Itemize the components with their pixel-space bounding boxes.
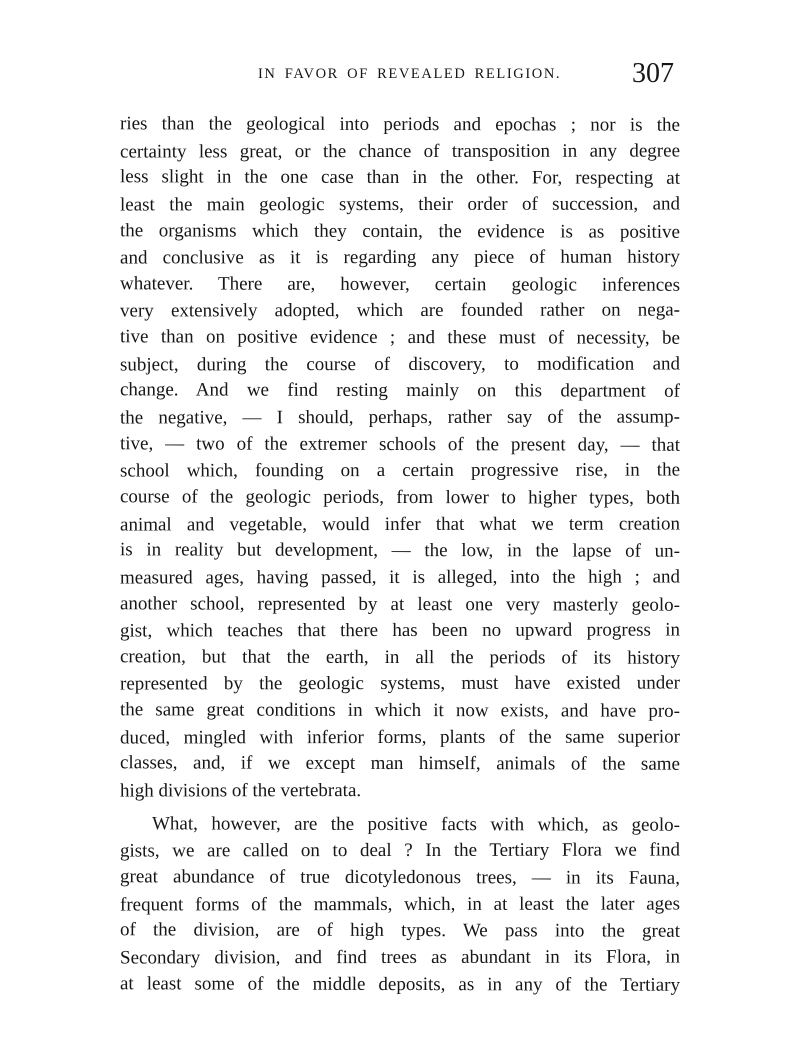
text-line: very extensively adopted, which are founded rather on nega- [119, 299, 681, 322]
text-line: great abundance of true dicotyledonous trees, — in its Fauna, [119, 866, 681, 889]
text-line: animal and vegetable, would infer that what we term creation [119, 513, 681, 536]
text-line: What, however, are the positive facts with which, as geolo- [151, 813, 681, 836]
text-line: tive than on positive evidence ; and these must of necessity, be [119, 326, 681, 349]
text-line: creation, but that the earth, in all the periods of its history [119, 646, 681, 669]
text-line: school which, founding on a certain progressive rise, in the [119, 459, 681, 482]
text-line: gist, which teaches that there has been no upward progress in [119, 619, 681, 642]
text-line: of the division, are of high types. We pass into the great [119, 919, 681, 942]
text-line: change. And we find resting mainly on this department of [119, 379, 681, 403]
running-title: IN FAVOR OF REVEALED RELIGION. [258, 66, 562, 82]
paragraph-2 [120, 812, 680, 998]
paragraph-1 [120, 112, 680, 805]
text-line: less slight in the one case than in the other. For, respecting at [119, 166, 681, 190]
text-line: course of the geologic periods, from lower to higher types, both [119, 486, 681, 509]
text-line: the organisms which they contain, the evidence is as positive [119, 219, 681, 243]
text-line: classes, and, if we except man himself, animals of the same [119, 752, 681, 776]
running-header [258, 58, 678, 92]
text-line: certainty less great, or the chance of transposition in any degree [119, 140, 681, 163]
body-text [120, 112, 680, 998]
text-line: and conclusive as it is regarding any piece of human history [119, 246, 681, 269]
text-line: frequent forms of the mammals, which, in at least the later ages [119, 893, 681, 916]
text-line: whatever. There are, however, certain geologic inferences [119, 273, 681, 296]
text-line: gists, we are called on to deal ? In the Tertiary Flora we find [119, 839, 681, 862]
text-line: the same great conditions in which it now exists, and have pro- [119, 699, 681, 722]
text-line: duced, mingled with inferior forms, plants of the same superior [119, 726, 681, 749]
text-line: represented by the geologic systems, must have existed under [119, 672, 681, 695]
text-line: high divisions of the vertebrata. [119, 780, 362, 802]
text-line: is in reality but development, — the low, in the lapse of un- [119, 539, 681, 562]
page-number: 307 [632, 58, 674, 89]
text-line: tive, — two of the extremer schools of the present day, — that [119, 432, 681, 456]
text-line: the negative, — I should, perhaps, rather say of the assump- [119, 406, 681, 429]
text-line: measured ages, having passed, it is alleged, into the high ; and [119, 566, 681, 589]
text-line: ries than the geological into periods and epochas ; nor is the [119, 113, 681, 136]
text-line: at least some of the middle deposits, as in any of the Tertiary [119, 972, 681, 996]
text-line: least the main geologic systems, their order of succession, and [119, 193, 681, 216]
text-line: subject, during the course of discovery, to modification and [119, 353, 681, 376]
text-line: Secondary division, and find trees as abundant in its Flora, in [119, 946, 681, 969]
text-line: another school, represented by at least one very masterly geolo- [119, 592, 681, 616]
